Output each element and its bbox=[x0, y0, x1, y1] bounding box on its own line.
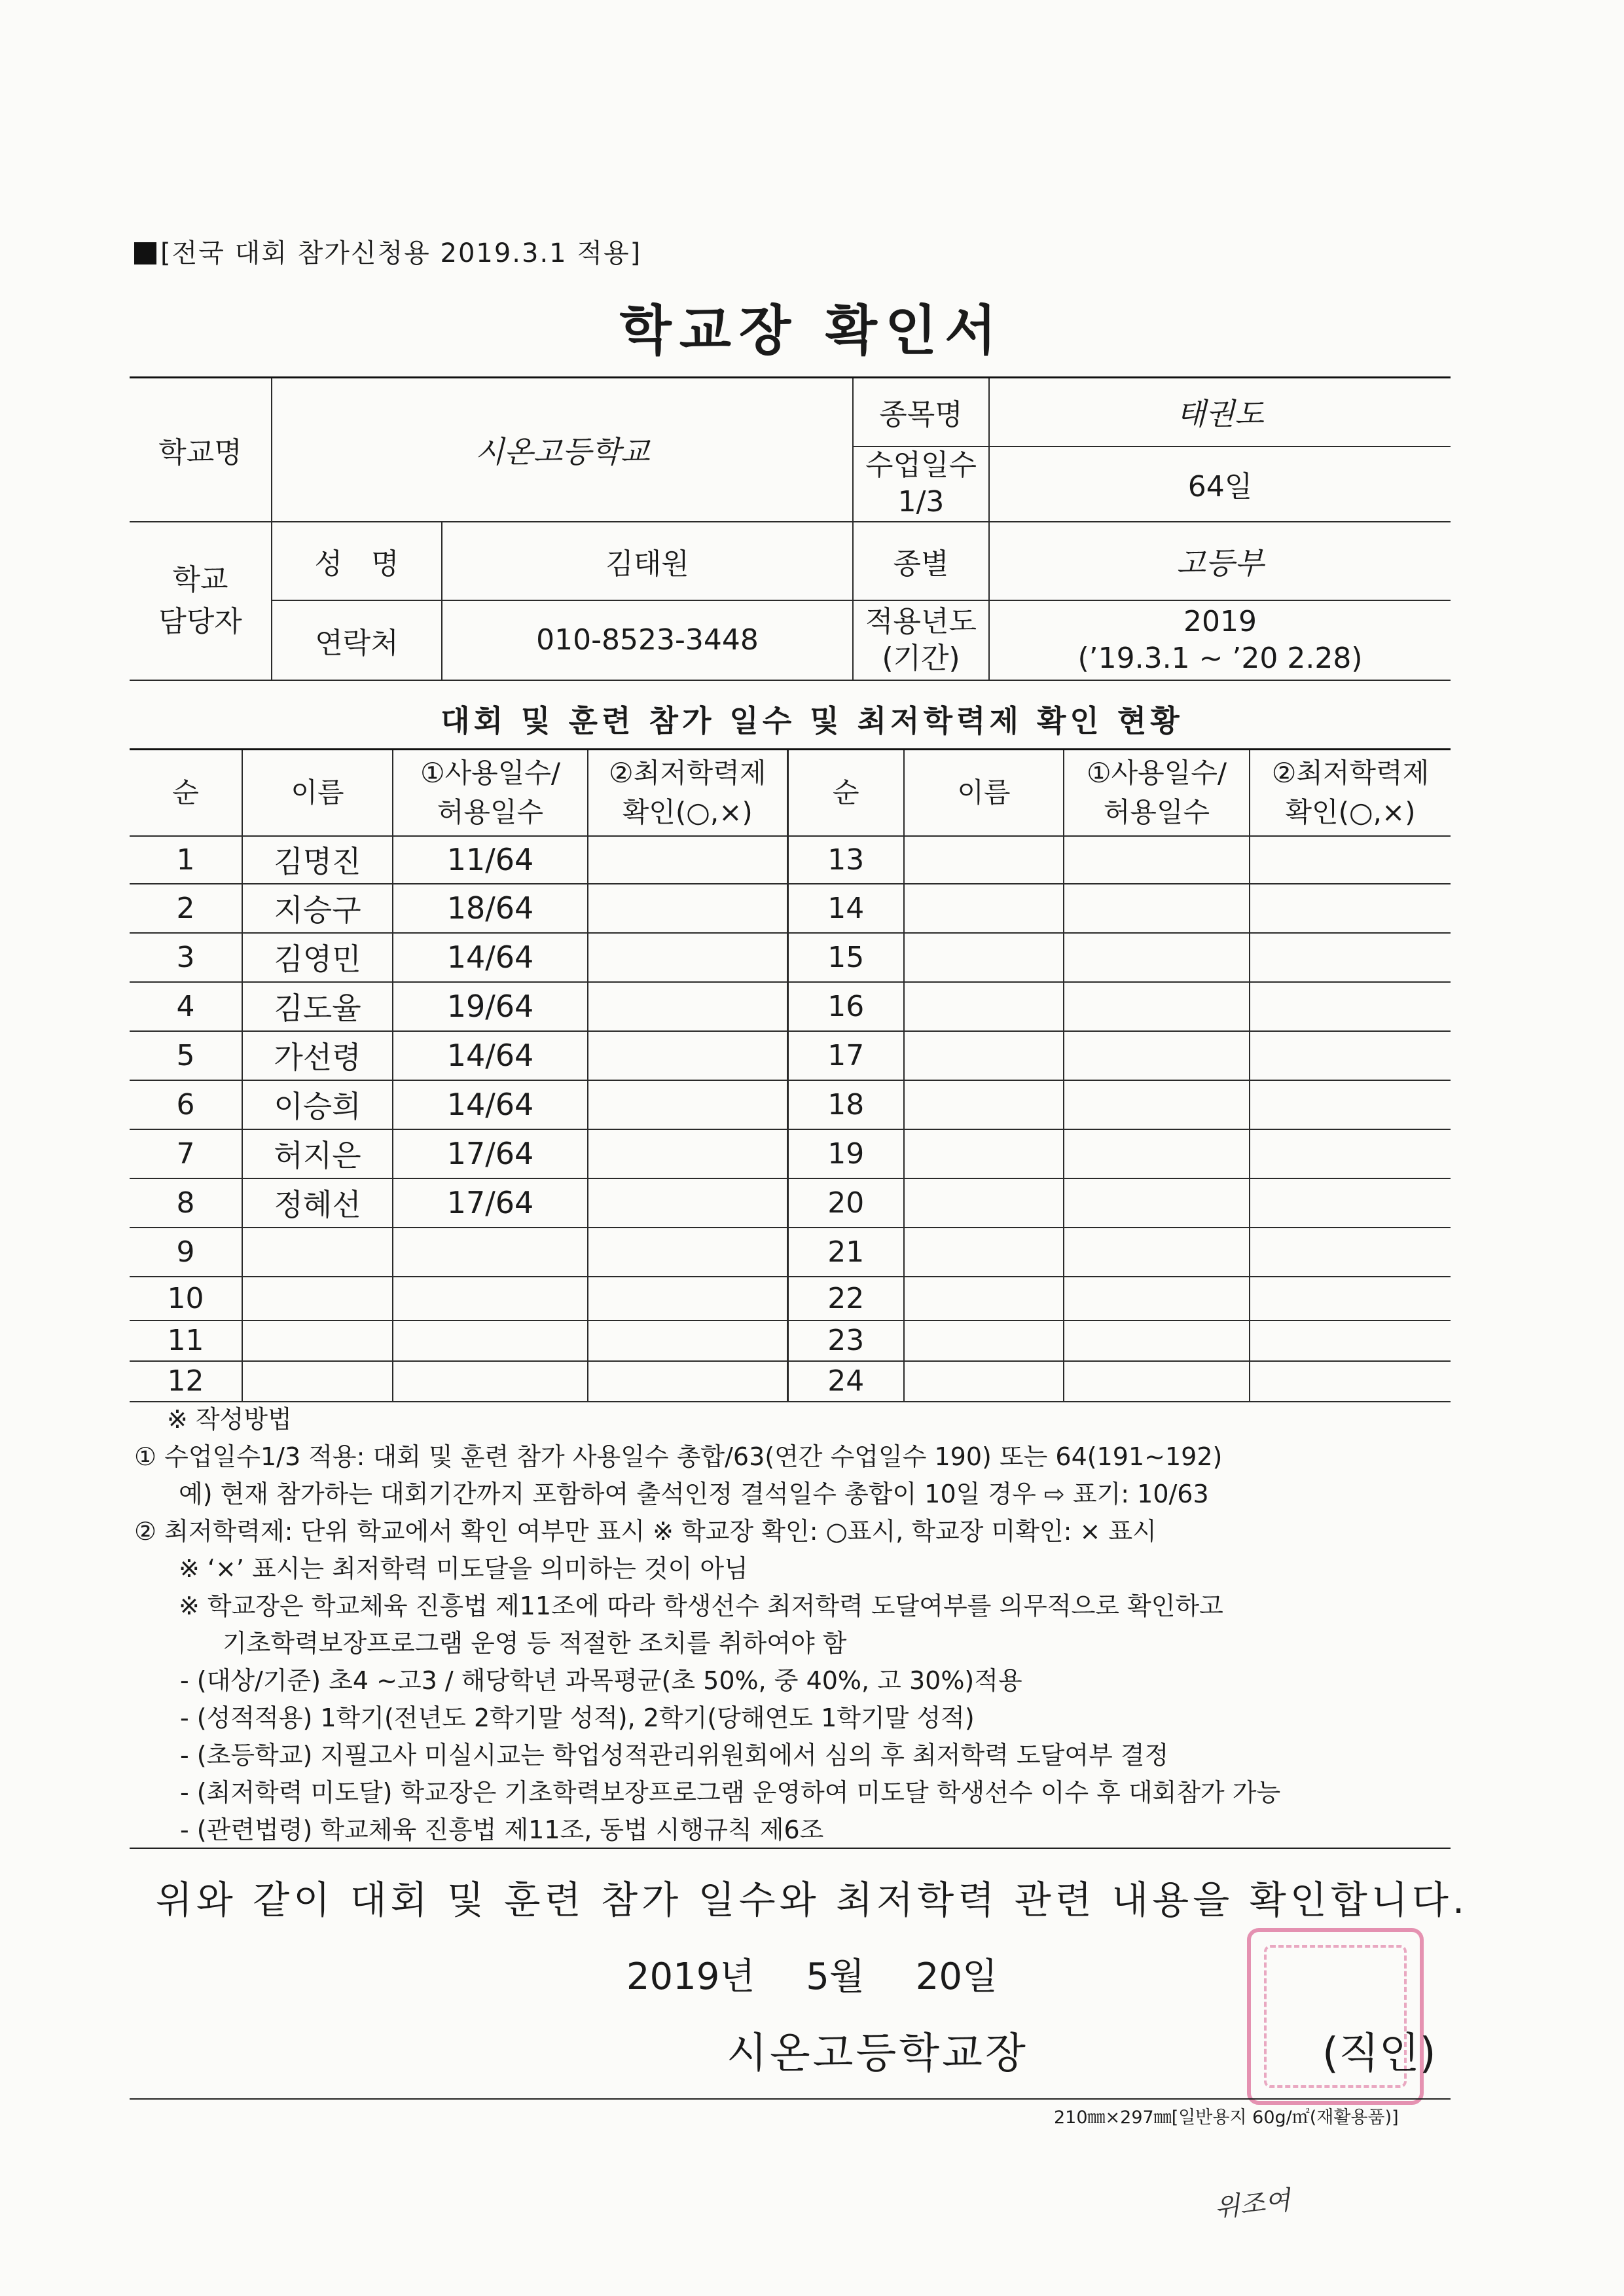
row-check bbox=[588, 933, 787, 982]
row-no-2: 16 bbox=[787, 982, 904, 1031]
row-name: 이승희 bbox=[242, 1080, 393, 1129]
row-days-2 bbox=[1064, 982, 1250, 1031]
row-name-2 bbox=[904, 884, 1064, 933]
row-no: 3 bbox=[130, 933, 242, 982]
school-label: 학교명 bbox=[130, 378, 272, 522]
row-no: 7 bbox=[130, 1129, 242, 1178]
division-label: 종별 bbox=[853, 522, 989, 600]
row-name bbox=[242, 1228, 393, 1277]
info-table bbox=[130, 376, 1451, 681]
row-days: 11/64 bbox=[393, 836, 588, 884]
table-row bbox=[130, 1228, 1451, 1277]
note-2b: ※ 학교장은 학교체육 진흥법 제11조에 따라 학생선수 최저학력 도달여부를 의무적으로 확인하고 bbox=[179, 1592, 1223, 1620]
row-days: 18/64 bbox=[393, 884, 588, 933]
table-row bbox=[130, 1321, 1451, 1361]
row-days-2 bbox=[1064, 1031, 1250, 1080]
row-days bbox=[393, 1277, 588, 1321]
phone-value: 010-8523-3448 bbox=[442, 600, 853, 680]
row-no: 8 bbox=[130, 1178, 242, 1228]
row-name-2 bbox=[904, 1080, 1064, 1129]
row-name: 김영민 bbox=[242, 933, 393, 982]
divider-bottom bbox=[130, 2098, 1451, 2100]
confirm-date: 2019년 5월 20일 bbox=[626, 1956, 998, 1998]
name-label: 성 명 bbox=[272, 522, 442, 600]
row-check bbox=[588, 1321, 787, 1361]
row-check-2 bbox=[1250, 1277, 1451, 1321]
table-row bbox=[130, 933, 1451, 982]
row-check-2 bbox=[1250, 1129, 1451, 1178]
row-check bbox=[588, 1361, 787, 1402]
signer-name: 시온고등학교장 bbox=[727, 2030, 1028, 2078]
row-days: 14/64 bbox=[393, 1080, 588, 1129]
row-no-2: 20 bbox=[787, 1178, 904, 1228]
note-d5: - (관련법령) 학교체육 진흥법 제11조, 동법 시행규칙 제6조 bbox=[180, 1815, 824, 1844]
phone-label: 연락처 bbox=[272, 600, 442, 680]
participation-table bbox=[130, 748, 1451, 1402]
row-no: 10 bbox=[130, 1277, 242, 1321]
row-name bbox=[242, 1321, 393, 1361]
row-no-2: 22 bbox=[787, 1277, 904, 1321]
note-2a: ※ ‘×’ 표시는 최저학력 미도달을 의미하는 것이 아님 bbox=[179, 1554, 748, 1583]
days-label: 수업일수 1/3 bbox=[853, 446, 989, 522]
row-no-2: 24 bbox=[787, 1361, 904, 1402]
note-1: ① 수업일수1/3 적용: 대회 및 훈련 참가 사용일수 총합/63(연간 수업일수 190) 또는 64(191~192) bbox=[134, 1442, 1223, 1471]
row-name-2 bbox=[904, 1178, 1064, 1228]
row-days-2 bbox=[1064, 1228, 1250, 1277]
row-no: 9 bbox=[130, 1228, 242, 1277]
row-name: 허지은 bbox=[242, 1129, 393, 1178]
document-title: 학교장 확인서 bbox=[619, 300, 1005, 362]
header-check-2: ②최저학력제 확인(○,×) bbox=[1250, 750, 1451, 836]
row-days: 19/64 bbox=[393, 982, 588, 1031]
row-name-2 bbox=[904, 1031, 1064, 1080]
paper-spec-note: 210㎜×297㎜[일반용지 60g/㎡(재활용품)] bbox=[1054, 2107, 1399, 2128]
row-no: 2 bbox=[130, 884, 242, 933]
seal-label: (직인) bbox=[1322, 2030, 1436, 2078]
table-row bbox=[130, 1361, 1451, 1402]
row-no-2: 14 bbox=[787, 884, 904, 933]
writing-instructions bbox=[134, 1401, 1463, 1849]
row-check-2 bbox=[1250, 1361, 1451, 1402]
division-value: 고등부 bbox=[989, 522, 1451, 600]
row-days-2 bbox=[1064, 1277, 1250, 1321]
header-no: 순 bbox=[130, 750, 242, 836]
table-row bbox=[130, 1031, 1451, 1080]
row-days-2 bbox=[1064, 933, 1250, 982]
row-check-2 bbox=[1250, 1178, 1451, 1228]
row-name-2 bbox=[904, 1321, 1064, 1361]
row-check-2 bbox=[1250, 933, 1451, 982]
notes-heading: ※ 작성방법 bbox=[167, 1405, 292, 1434]
row-name: 김명진 bbox=[242, 836, 393, 884]
table-row bbox=[130, 1129, 1451, 1178]
year-value: 2019 (’19.3.1 ~ ’20 2.28) bbox=[989, 600, 1451, 680]
row-name-2 bbox=[904, 836, 1064, 884]
row-name-2 bbox=[904, 1277, 1064, 1321]
row-name: 김도율 bbox=[242, 982, 393, 1031]
days-value: 64일 bbox=[989, 446, 1451, 522]
row-check bbox=[588, 836, 787, 884]
row-check-2 bbox=[1250, 836, 1451, 884]
row-check bbox=[588, 982, 787, 1031]
school-value: 시온고등학교 bbox=[272, 378, 853, 522]
row-check-2 bbox=[1250, 884, 1451, 933]
row-no: 5 bbox=[130, 1031, 242, 1080]
handwritten-note: 위조여 bbox=[1213, 2185, 1292, 2223]
row-days-2 bbox=[1064, 1321, 1250, 1361]
row-days-2 bbox=[1064, 1361, 1250, 1402]
row-check-2 bbox=[1250, 982, 1451, 1031]
note-d1: - (대상/기준) 초4 ~고3 / 해당학년 과목평균(초 50%, 중 40%, 고 30%)적용 bbox=[180, 1666, 1022, 1695]
row-no: 6 bbox=[130, 1080, 242, 1129]
row-days bbox=[393, 1228, 588, 1277]
row-no-2: 21 bbox=[787, 1228, 904, 1277]
row-check bbox=[588, 1228, 787, 1277]
row-no-2: 13 bbox=[787, 836, 904, 884]
row-no: 1 bbox=[130, 836, 242, 884]
row-name-2 bbox=[904, 1228, 1064, 1277]
header-note: [전국 대회 참가신청용 2019.3.1 적용] bbox=[134, 232, 641, 270]
row-days: 14/64 bbox=[393, 1031, 588, 1080]
row-name-2 bbox=[904, 1361, 1064, 1402]
table-row bbox=[130, 1277, 1451, 1321]
row-check bbox=[588, 884, 787, 933]
row-days: 14/64 bbox=[393, 933, 588, 982]
sport-label: 종목명 bbox=[853, 378, 989, 446]
table-row bbox=[130, 982, 1451, 1031]
row-name bbox=[242, 1277, 393, 1321]
row-name: 정혜선 bbox=[242, 1178, 393, 1228]
row-no: 11 bbox=[130, 1321, 242, 1361]
row-check-2 bbox=[1250, 1321, 1451, 1361]
row-check bbox=[588, 1277, 787, 1321]
row-check bbox=[588, 1080, 787, 1129]
row-no-2: 17 bbox=[787, 1031, 904, 1080]
row-name bbox=[242, 1361, 393, 1402]
table-row bbox=[130, 884, 1451, 933]
row-name-2 bbox=[904, 933, 1064, 982]
header-days: ①사용일수/ 허용일수 bbox=[393, 750, 588, 836]
contact-label: 학교 담당자 bbox=[130, 522, 272, 680]
row-days-2 bbox=[1064, 884, 1250, 933]
row-days-2 bbox=[1064, 1178, 1250, 1228]
row-no: 12 bbox=[130, 1361, 242, 1402]
sport-value: 태권도 bbox=[989, 378, 1451, 446]
row-name-2 bbox=[904, 982, 1064, 1031]
row-days bbox=[393, 1361, 588, 1402]
row-check bbox=[588, 1031, 787, 1080]
header-name: 이름 bbox=[242, 750, 393, 836]
note-2c: 기초학력보장프로그램 운영 등 적절한 조치를 취하여야 함 bbox=[223, 1629, 847, 1658]
section-title: 대회 및 훈련 참가 일수 및 최저학력제 확인 현황 bbox=[441, 703, 1183, 738]
row-name: 가선령 bbox=[242, 1031, 393, 1080]
row-no-2: 15 bbox=[787, 933, 904, 982]
note-1b: 예) 현재 참가하는 대회기간까지 포함하여 출석인정 결석일수 총합이 10일 경우 ⇨ 표기: 10/63 bbox=[179, 1480, 1209, 1508]
row-check-2 bbox=[1250, 1031, 1451, 1080]
row-days: 17/64 bbox=[393, 1178, 588, 1228]
header-no-2: 순 bbox=[787, 750, 904, 836]
row-no: 4 bbox=[130, 982, 242, 1031]
row-check-2 bbox=[1250, 1228, 1451, 1277]
row-check-2 bbox=[1250, 1080, 1451, 1129]
row-check bbox=[588, 1178, 787, 1228]
divider-top bbox=[130, 1848, 1451, 1849]
row-check bbox=[588, 1129, 787, 1178]
note-d3: - (초등학교) 지필고사 미실시교는 학업성적관리위원회에서 심의 후 최저학력 도달여부 결정 bbox=[180, 1741, 1169, 1770]
row-no-2: 23 bbox=[787, 1321, 904, 1361]
row-days-2 bbox=[1064, 1080, 1250, 1129]
note-2: ② 최저학력제: 단위 학교에서 확인 여부만 표시 ※ 학교장 확인: ○표시, 학교장 미확인: × 표시 bbox=[134, 1517, 1157, 1546]
row-days-2 bbox=[1064, 1129, 1250, 1178]
note-d2: - (성적적용) 1학기(전년도 2학기말 성적), 2학기(당해연도 1학기말 성적) bbox=[180, 1704, 975, 1732]
row-no-2: 19 bbox=[787, 1129, 904, 1178]
row-name-2 bbox=[904, 1129, 1064, 1178]
note-d4: - (최저학력 미도달) 학교장은 기초학력보장프로그램 운영하여 미도달 학생선수 이수 후 대회참가 가능 bbox=[180, 1778, 1281, 1807]
black-square-icon bbox=[134, 242, 156, 264]
header-check: ②최저학력제 확인(○,×) bbox=[588, 750, 787, 836]
name-value: 김태원 bbox=[442, 522, 853, 600]
header-days-2: ①사용일수/ 허용일수 bbox=[1064, 750, 1250, 836]
row-name: 지승구 bbox=[242, 884, 393, 933]
row-days: 17/64 bbox=[393, 1129, 588, 1178]
header-name-2: 이름 bbox=[904, 750, 1064, 836]
row-no-2: 18 bbox=[787, 1080, 904, 1129]
table-row bbox=[130, 836, 1451, 884]
table-row bbox=[130, 1178, 1451, 1228]
row-days-2 bbox=[1064, 836, 1250, 884]
confirm-text: 위와 같이 대회 및 훈련 참가 일수와 최저학력 관련 내용을 확인합니다. bbox=[155, 1878, 1469, 1922]
row-days bbox=[393, 1321, 588, 1361]
year-label: 적용년도 (기간) bbox=[853, 600, 989, 680]
table-row bbox=[130, 1080, 1451, 1129]
